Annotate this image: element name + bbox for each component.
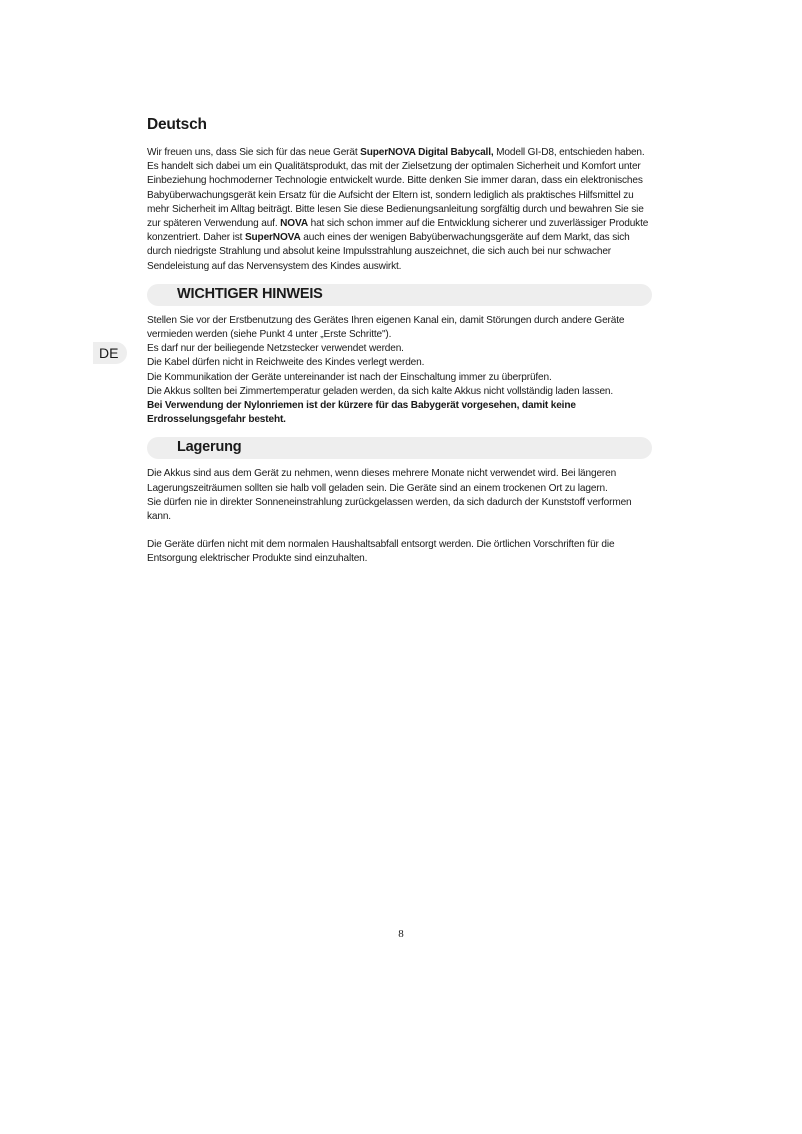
intro-brand-nova: NOVA (280, 218, 308, 230)
page-number: 8 (398, 928, 404, 940)
paragraph-spacer (147, 524, 652, 538)
intro-brand-supernova: SuperNOVA (244, 232, 301, 244)
important-line: Die Kommunikation der Geräte untereinander ist nach der Einschaltung immer zu überprüfen. (147, 371, 552, 383)
language-tab: DE (93, 342, 127, 364)
storage-paragraph: Die Akkus sind aus dem Gerät zu nehmen, wenn dieses mehrere Monate nicht verwendet wird. Bei längeren Lagerungszeiträumen sollten sie halb voll geladen sein. Die Geräte sind an einem trockenen Ort zu lagern. (147, 468, 617, 494)
important-line: Die Kabel dürfen nicht in Reichweite des Kindes verlegt werden. (147, 357, 425, 369)
important-line: Stellen Sie vor der Erstbenutzung des Gerätes Ihren eigenen Kanal ein, damit Störungen durch andere Geräte vermieden werden (siehe Punkt 4 unter „Erste Schritte"). (147, 314, 625, 341)
intro-text-4: auch eines der wenigen Babyüberwachungsgeräte auf dem Markt, das sich durch niedrigste Strahlung und absolut keine Impulsstrahlung auszeichnet, die sich auch bei nur schwacher Sendeleistung auf das Nervensystem des Kindes auswirkt. (147, 232, 630, 272)
disposal-paragraph: Die Geräte dürfen nicht mit dem normalen Haushaltsabfall entsorgt werden. Die örtlichen Vorschriften für die Entsorgung elektrischer Produkte sind einzuhalten. (147, 539, 615, 565)
intro-text-2: Modell GI-D8, entschieden haben. Es handelt sich dabei um ein Qualitätsprodukt, das mit der Zielsetzung der optimalen Sicherheit und Komfort unter Einbeziehung hochmoderner Technologie entwickelt wurde. Bitte denken Sie immer daran, dass ein elektronisches Babyüberwachungsgerät kein Ersatz für die Aufsicht der Eltern ist, sondern lediglich als praktisches Hilfsmittel zu mehr Sicherheit im Alltag beiträgt. Bitte lesen Sie diese Bedienungsanleitung sorgfältig durch und bewahren Sie sie zur späteren Verwendung auf. (147, 147, 645, 230)
important-line: Die Akkus sollten bei Zimmertemperatur geladen werden, da sich kalte Akkus nicht vollständig laden lassen. (147, 385, 614, 397)
important-notice-title: WICHTIGER HINWEIS (177, 285, 323, 302)
document-content (147, 116, 652, 567)
intro-brand-model: SuperNOVA Digital Babycall, (360, 147, 494, 158)
important-line: Es darf nur der beiliegende Netzstecker verwendet werden. (147, 343, 404, 355)
strap-warning: Bei Verwendung der Nylonriemen ist der kürzere für das Babygerät vorgesehen, damit keine Erdrosselungsgefahr besteht. (147, 400, 576, 426)
storage-header (147, 437, 652, 459)
storage-title: Lagerung (177, 439, 242, 456)
page-title: Deutsch (147, 116, 207, 133)
intro-text-3: hat sich schon immer auf die Entwicklung sicherer und zuverlässiger Produkte konzentriert. Daher ist (147, 218, 649, 244)
storage-paragraph: Sie dürfen nie in direkter Sonneneinstrahlung zurückgelassen werden, da sich dadurch der Kunststoff verformen kann. (147, 496, 632, 523)
intro-paragraph (147, 146, 652, 274)
important-notice-header (147, 284, 652, 306)
intro-text-1: Wir freuen uns, dass Sie sich für das neue Gerät (147, 147, 361, 158)
